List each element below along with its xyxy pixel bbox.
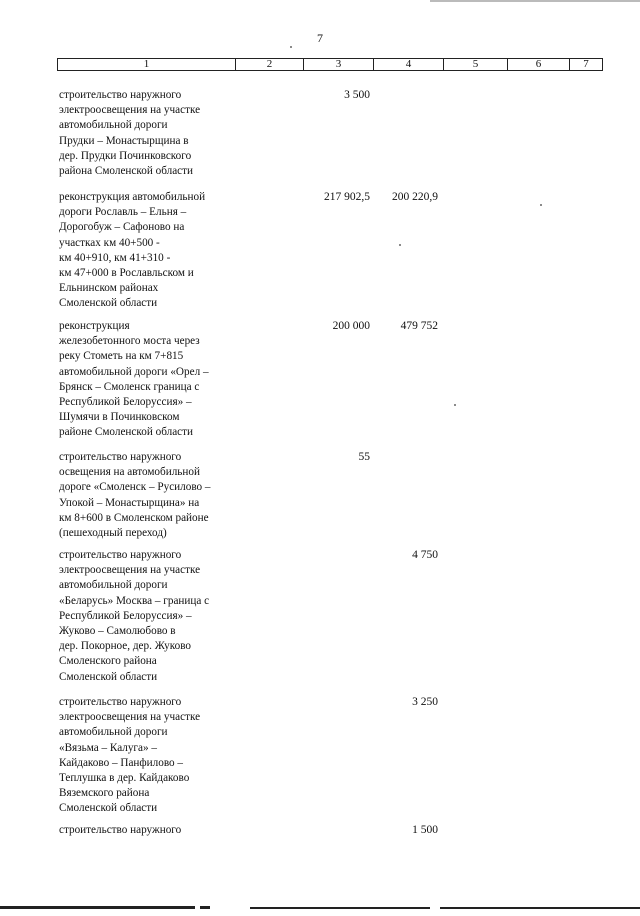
- description-line: автомобильной дороги: [59, 726, 168, 739]
- description-line: реконструкция автомобильной: [59, 191, 206, 203]
- scan-edge-bottom: [440, 907, 640, 909]
- description-line: строительство наружного: [59, 549, 182, 561]
- description-line: дороги Рославль – Ельня –: [59, 206, 187, 219]
- row-description: [59, 823, 249, 838]
- column-header-6: 6: [508, 59, 570, 70]
- scan-speck: [399, 244, 401, 246]
- row-description: [59, 88, 249, 179]
- scan-edge-bottom: [250, 907, 430, 909]
- description-line: дер. Покорное, дер. Жуково: [59, 640, 192, 653]
- description-line: освещения на автомобильной: [59, 466, 200, 479]
- value-column-4: 4 750: [412, 549, 438, 561]
- description-line: Шумячи в Починковском: [59, 411, 180, 424]
- description-line: железобетонного моста через: [59, 335, 200, 348]
- column-header-7: 7: [583, 58, 589, 70]
- description-line: участках км 40+500 -: [59, 236, 160, 249]
- row-description: [59, 190, 249, 312]
- description-line: Теплушка в дер. Кайдаково: [59, 772, 190, 785]
- description-line: строительство наружного: [59, 89, 182, 101]
- description-line: Прудки – Монастырщина в: [59, 134, 189, 147]
- description-line: Вяземского района: [59, 787, 150, 800]
- value-column-3: 217 902,5: [324, 191, 370, 203]
- description-line: Смоленского района: [59, 655, 157, 668]
- column-header-5: 5: [444, 59, 508, 70]
- description-line: Упокой – Монастырщина» на: [59, 496, 200, 509]
- description-line: Смоленской области: [59, 297, 158, 310]
- value-column-3: 3 500: [344, 89, 370, 101]
- description-line: автомобильной дороги: [59, 579, 168, 592]
- row-description: [59, 450, 249, 541]
- description-line: реку Стометь на км 7+815: [59, 350, 184, 363]
- column-header-2: 2: [236, 59, 304, 70]
- scan-edge-bottom: [200, 906, 210, 909]
- row-description: [59, 695, 249, 817]
- column-header-1: 1: [58, 59, 236, 70]
- description-line: Ельнинском районах: [59, 282, 159, 295]
- description-line: Республикой Белоруссия» –: [59, 609, 192, 622]
- description-line: км 8+600 в Смоленском районе: [59, 511, 209, 524]
- description-line: дер. Прудки Починковского: [59, 149, 192, 162]
- value-column-3: 55: [358, 451, 370, 463]
- description-line: Жуково – Самолюбово в: [59, 625, 176, 638]
- description-line: (пешеходный переход): [59, 527, 167, 540]
- description-line: Республикой Белоруссия» –: [59, 396, 192, 409]
- value-column-3: 200 000: [332, 320, 370, 332]
- description-line: электроосвещения на участке: [59, 564, 201, 577]
- description-line: реконструкция: [59, 320, 130, 332]
- description-line: Брянск – Смоленск граница с: [59, 380, 200, 393]
- description-line: «Беларусь» Москва – граница с: [59, 594, 210, 607]
- scan-speck: [454, 404, 456, 406]
- row-description: [59, 319, 249, 441]
- description-line: Смоленской области: [59, 670, 158, 683]
- column-header-row: [57, 58, 603, 71]
- description-line: строительство наружного: [59, 451, 182, 463]
- scan-speck: [540, 204, 542, 206]
- description-line: км 47+000 в Рославльском и: [59, 267, 194, 280]
- column-header-4: 4: [374, 59, 444, 70]
- value-column-4: 200 220,9: [392, 191, 438, 203]
- value-column-4: 3 250: [412, 696, 438, 708]
- scan-edge-bottom: [0, 906, 195, 909]
- description-line: Дорогобуж – Сафоново на: [59, 221, 185, 234]
- page-number: 7: [317, 31, 323, 45]
- description-line: дороге «Смоленск – Русилово –: [59, 481, 211, 494]
- value-column-4: 1 500: [412, 824, 438, 836]
- description-line: электроосвещения на участке: [59, 104, 201, 117]
- description-line: км 40+910, км 41+310 -: [59, 251, 171, 264]
- description-line: Смоленской области: [59, 802, 158, 815]
- scan-speck: [290, 46, 292, 48]
- description-line: строительство наружного: [59, 824, 182, 836]
- column-header-3: 3: [304, 59, 374, 70]
- value-column-4: 479 752: [400, 320, 438, 332]
- description-line: автомобильной дороги: [59, 119, 168, 132]
- description-line: строительство наружного: [59, 696, 182, 708]
- scan-edge-top: [430, 0, 640, 2]
- description-line: «Вязьма – Калуга» –: [59, 741, 157, 754]
- description-line: электроосвещения на участке: [59, 711, 201, 724]
- description-line: автомобильной дороги «Орел –: [59, 365, 209, 378]
- description-line: района Смоленской области: [59, 165, 194, 178]
- description-line: Кайдаково – Панфилово –: [59, 756, 184, 769]
- description-line: районе Смоленской области: [59, 426, 194, 439]
- row-description: [59, 548, 249, 685]
